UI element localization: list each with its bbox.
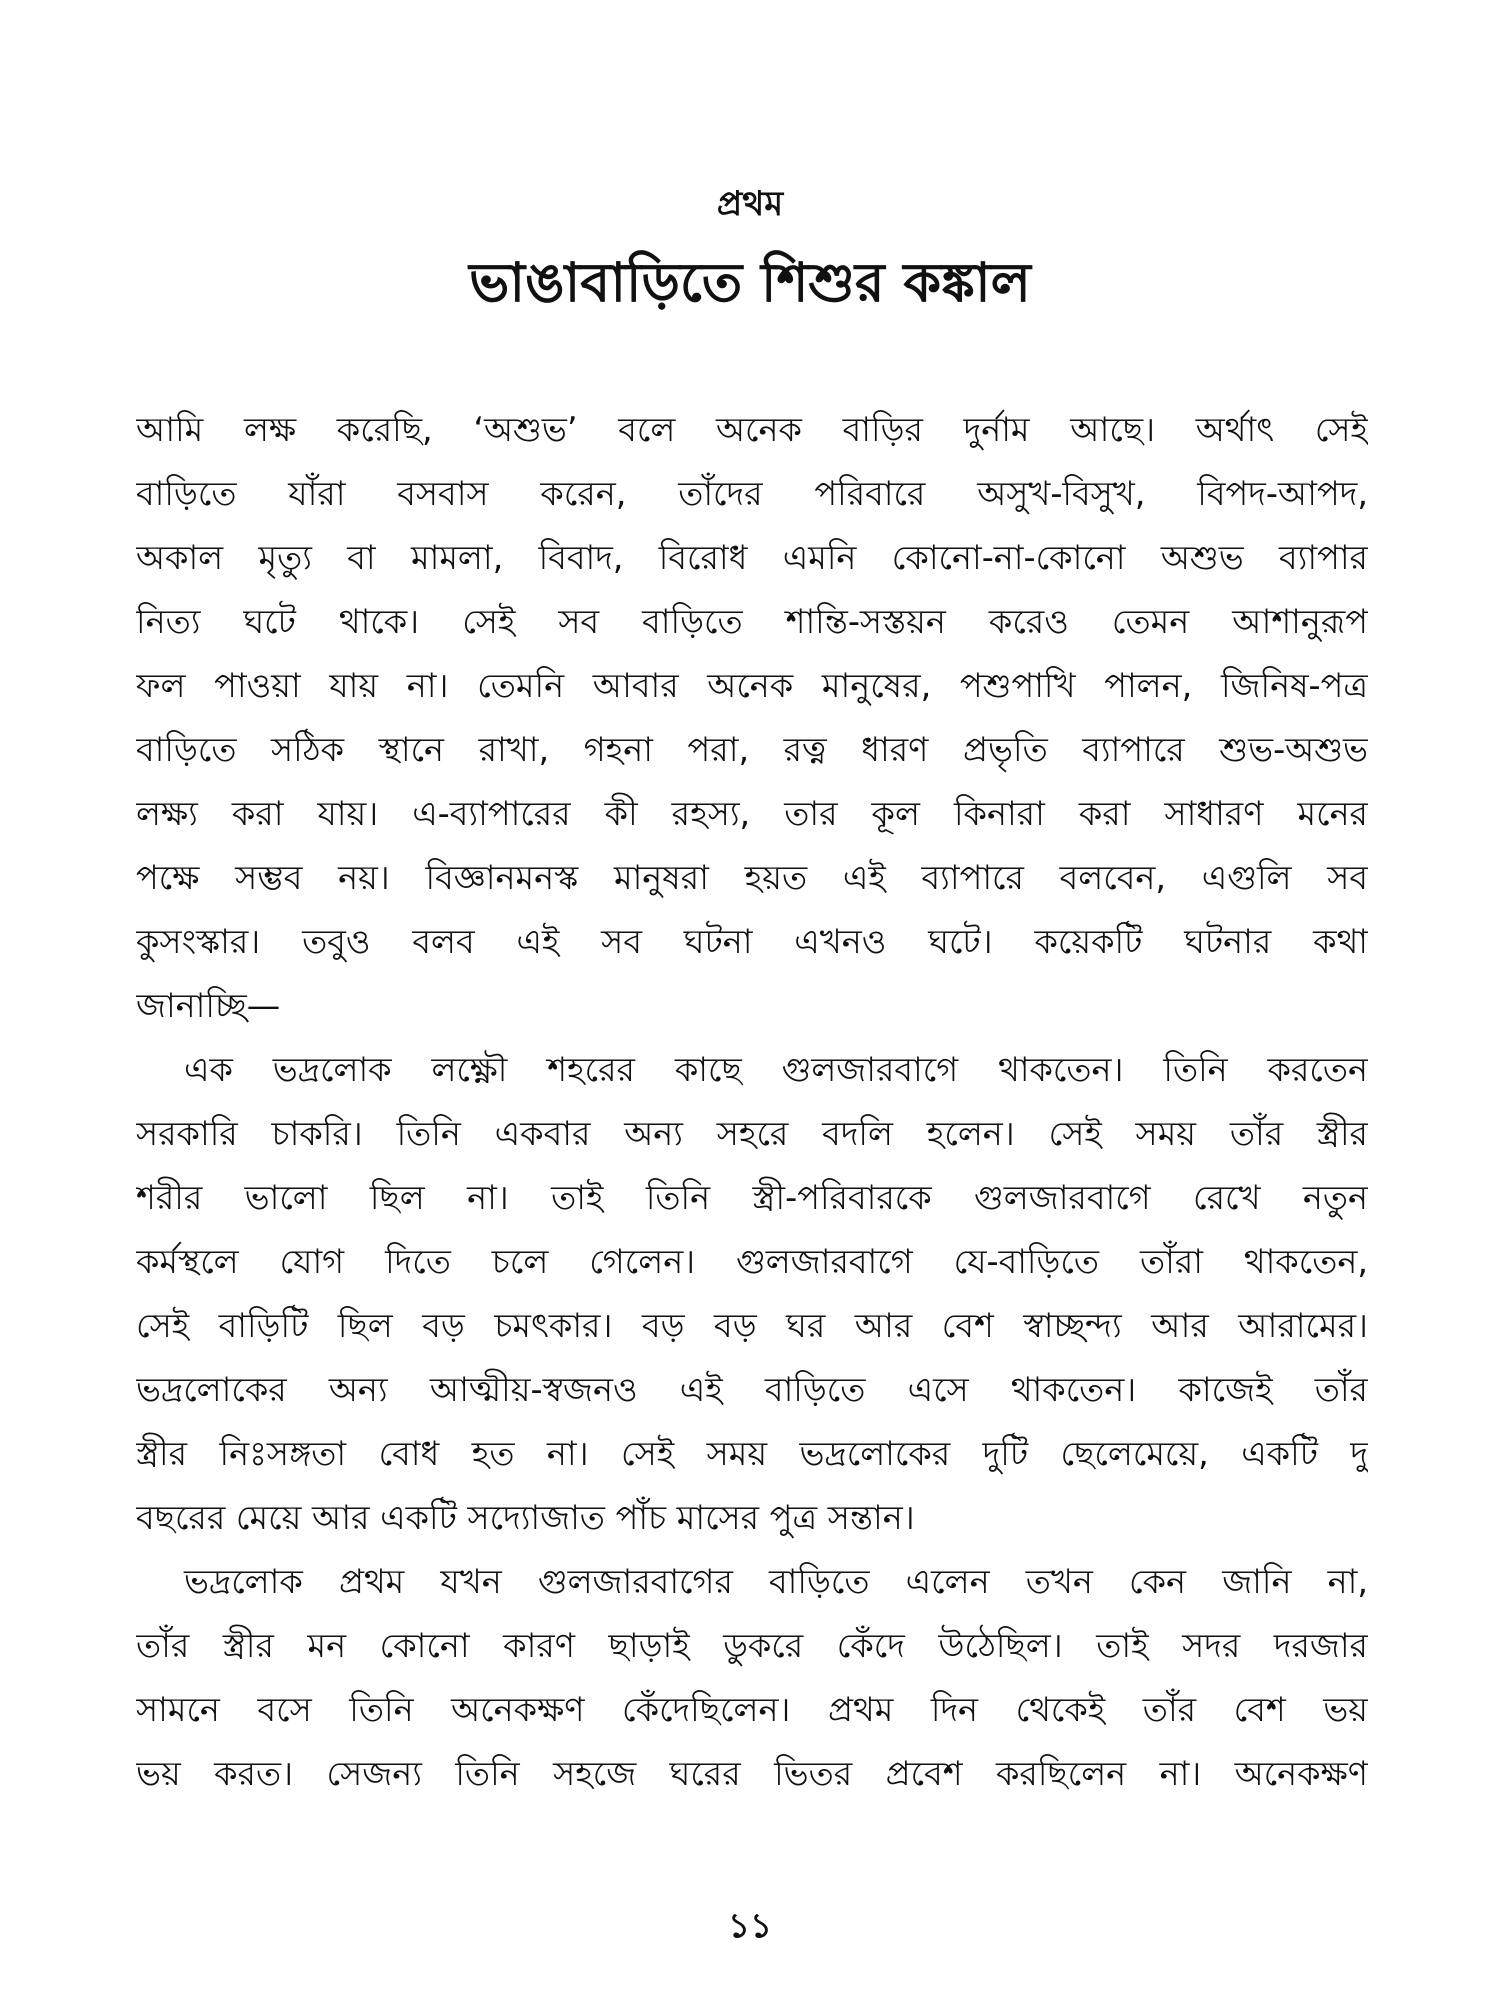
text-line: জানাচ্ছি— xyxy=(136,986,281,1025)
text-line: ভদ্রলোক প্রথম যখন গুলজারবাগের বাড়িতে এলেন তখন কেন জানি না, xyxy=(184,1562,1368,1601)
chapter-label: প্রথম xyxy=(716,184,784,224)
text-line: বাড়িতে সঠিক স্থানে রাখা, গহনা পরা, রত্ন ধারণ প্রভৃতি ব্যাপারে শুভ-অশুভ xyxy=(136,730,1368,769)
text-line: শরীর ভালো ছিল না। তাই তিনি স্ত্রী-পরিবারকে গুলজারবাগে রেখে নতুন xyxy=(136,1178,1368,1217)
text-line: সরকারি চাকরি। তিনি একবার অন্য সহরে বদলি হলেন। সেই সময় তাঁর স্ত্রীর xyxy=(136,1114,1368,1153)
text-line: ভয় করত। সেজন্য তিনি সহজে ঘরের ভিতর প্রবেশ করছিলেন না। অনেকক্ষণ xyxy=(136,1754,1368,1793)
text-line: বাড়িতে যাঁরা বসবাস করেন, তাঁদের পরিবারে অসুখ-বিসুখ, বিপদ-আপদ, xyxy=(136,474,1368,513)
page-number: ১১ xyxy=(727,1906,773,1946)
text-line: তাঁর স্ত্রীর মন কোনো কারণ ছাড়াই ডুকরে কেঁদে উঠেছিল। তাই সদর দরজার xyxy=(136,1626,1368,1665)
text-line: আমি লক্ষ করেছি, ‘অশুভ’ বলে অনেক বাড়ির দুর্নাম আছে। অর্থাৎ সেই xyxy=(136,410,1368,449)
text-line: নিত্য ঘটে থাকে। সেই সব বাড়িতে শান্তি-সস্তয়ন করেও তেমন আশানুরূপ xyxy=(136,602,1368,641)
text-line: স্ত্রীর নিঃসঙ্গতা বোধ হত না। সেই সময় ভদ্রলোকের দুটি ছেলেমেয়ে, একটি দু xyxy=(136,1434,1368,1473)
text-line: ভদ্রলোকের অন্য আত্মীয়-স্বজনও এই বাড়িতে এসে থাকতেন। কাজেই তাঁর xyxy=(136,1370,1368,1409)
chapter-title: ভাঙাবাড়িতে শিশুর কঙ্কাল xyxy=(469,251,1031,314)
text-line: কুসংস্কার। তবুও বলব এই সব ঘটনা এখনও ঘটে। কয়েকটি ঘটনার কথা xyxy=(136,922,1368,961)
text-line: সামনে বসে তিনি অনেকক্ষণ কেঁদেছিলেন। প্রথম দিন থেকেই তাঁর বেশ ভয় xyxy=(136,1690,1368,1729)
text-line: পক্ষে সম্ভব নয়। বিজ্ঞানমনস্ক মানুষরা হয়ত এই ব্যাপারে বলবেন, এগুলি সব xyxy=(136,858,1368,897)
text-line: লক্ষ্য করা যায়। এ-ব্যাপারের কী রহস্য, তার কূল কিনারা করা সাধারণ মনের xyxy=(136,794,1368,833)
text-line: অকাল মৃত্যু বা মামলা, বিবাদ, বিরোধ এমনি কোনো-না-কোনো অশুভ ব্যাপার xyxy=(136,538,1368,577)
body-text xyxy=(136,398,1368,1806)
text-line: কর্মস্থলে যোগ দিতে চলে গেলেন। গুলজারবাগে যে-বাড়িতে তাঁরা থাকতেন, xyxy=(136,1242,1368,1281)
text-line: ফল পাওয়া যায় না। তেমনি আবার অনেক মানুষের, পশুপাখি পালন, জিনিষ-পত্র xyxy=(136,666,1368,705)
text-line: সেই বাড়িটি ছিল বড় চমৎকার। বড় বড় ঘর আর বেশ স্বাচ্ছন্দ্য আর আরামের। xyxy=(136,1306,1368,1345)
text-line: বছরের মেয়ে আর একটি সদ্যোজাত পাঁচ মাসের পুত্র সন্তান। xyxy=(136,1498,915,1537)
text-line: এক ভদ্রলোক লক্ষ্ণৌ শহরের কাছে গুলজারবাগে থাকতেন। তিনি করতেন xyxy=(184,1050,1368,1089)
